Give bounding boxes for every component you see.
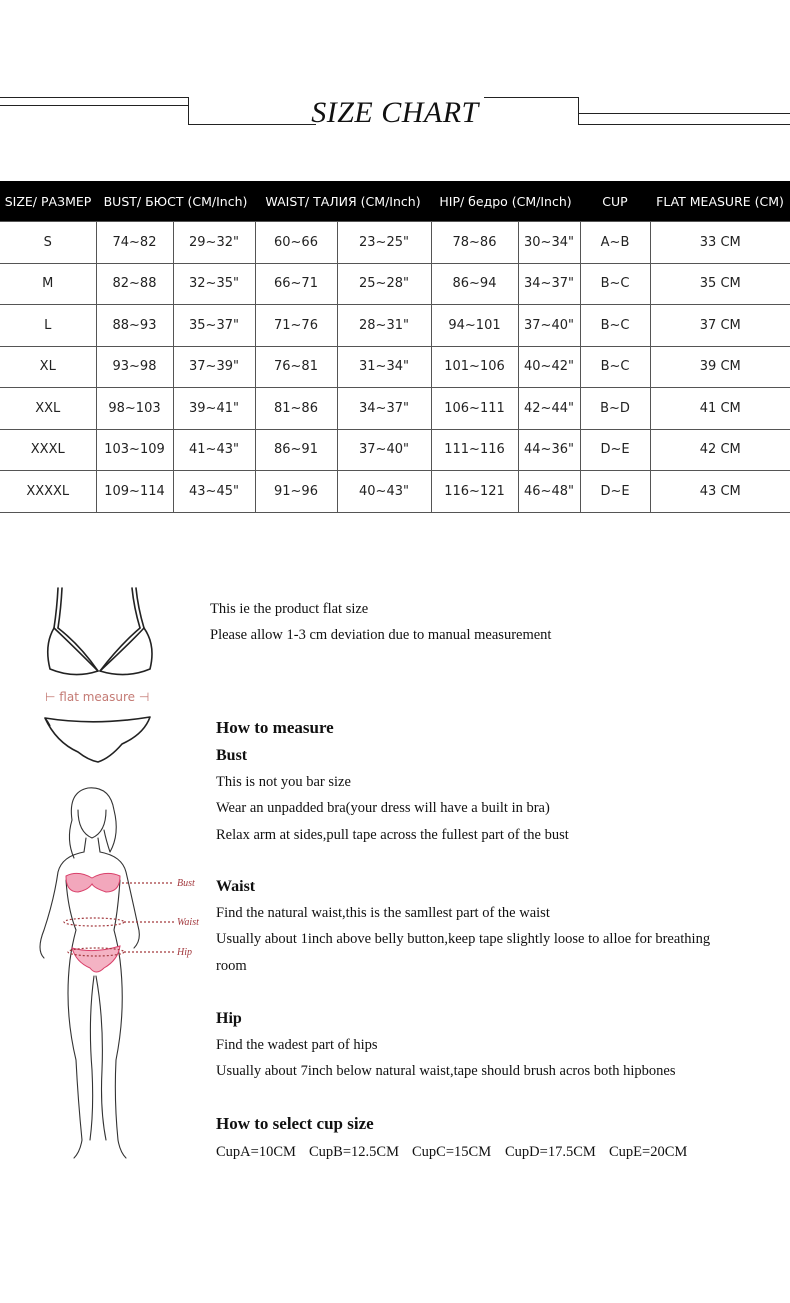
waist-figure-label: Waist — [177, 917, 199, 928]
cell-waist-inch: 28~31" — [337, 305, 431, 347]
cell-waist-cm: 66~71 — [255, 263, 337, 305]
cup-size-d: CupD=17.5CM — [505, 1144, 596, 1160]
cell-flat-measure: 37 CM — [650, 305, 790, 347]
cell-hip-inch: 44~36" — [518, 429, 580, 471]
flat-note-line-1: This ie the product flat size — [210, 601, 369, 617]
flat-note-line-2: Please allow 1-3 cm deviation due to manual measurement — [210, 627, 552, 643]
bottom-shape — [72, 946, 120, 972]
cup-size-b: CupB=12.5CM — [309, 1144, 399, 1160]
cell-hip-inch: 42~44" — [518, 388, 580, 430]
cell-hip-inch: 46~48" — [518, 471, 580, 513]
body-measurement-figure — [22, 780, 212, 1175]
table-row — [0, 305, 790, 347]
cell-size: M — [0, 263, 96, 305]
cup-size-a: CupA=10CM — [216, 1144, 296, 1160]
bikini-top-icon — [40, 583, 170, 683]
cell-size: S — [0, 222, 96, 264]
cell-flat-measure: 43 CM — [650, 471, 790, 513]
cell-size: XXL — [0, 388, 96, 430]
cell-bust-cm: 109~114 — [96, 471, 173, 513]
cell-flat-measure: 39 CM — [650, 346, 790, 388]
cell-flat-measure: 42 CM — [650, 429, 790, 471]
cell-hip-cm: 116~121 — [431, 471, 518, 513]
table-row — [0, 471, 790, 513]
cell-waist-inch: 31~34" — [337, 346, 431, 388]
cell-hip-cm: 78~86 — [431, 222, 518, 264]
waist-line-3: room — [216, 958, 247, 974]
cell-size: XXXXL — [0, 471, 96, 513]
cell-bust-inch: 43~45" — [173, 471, 255, 513]
cell-bust-cm: 82~88 — [96, 263, 173, 305]
cell-flat-measure: 35 CM — [650, 263, 790, 305]
cell-bust-cm: 88~93 — [96, 305, 173, 347]
cell-size: XL — [0, 346, 96, 388]
cell-cup: B~D — [580, 388, 650, 430]
header-hip: HIP/ бедро (CM/Inch) — [431, 181, 580, 222]
cell-waist-cm: 91~96 — [255, 471, 337, 513]
cup-size-c: CupC=15CM — [412, 1144, 492, 1160]
cell-cup: A~B — [580, 222, 650, 264]
cup-size-e: CupE=20CM — [609, 1144, 688, 1160]
cell-hip-inch: 34~37" — [518, 263, 580, 305]
cell-waist-cm: 81~86 — [255, 388, 337, 430]
hip-line-1: Find the wadest part of hips — [216, 1037, 378, 1053]
cell-flat-measure: 41 CM — [650, 388, 790, 430]
bikini-bottom-icon — [40, 712, 155, 767]
cup-size-heading: How to select cup size — [216, 1114, 374, 1133]
hip-figure-label: Hip — [177, 947, 192, 958]
cell-cup: B~C — [580, 346, 650, 388]
cell-hip-inch: 40~42" — [518, 346, 580, 388]
header-cup: CUP — [580, 181, 650, 222]
bust-line-1: This is not you bar size — [216, 774, 351, 790]
cell-hip-inch: 30~34" — [518, 222, 580, 264]
header-waist: WAIST/ ТАЛИЯ (CM/Inch) — [255, 181, 431, 222]
waist-line-1: Find the natural waist,this is the samllest part of the waist — [216, 905, 550, 921]
bra-shape — [66, 873, 120, 892]
page-title: SIZE CHART — [311, 96, 479, 129]
cell-bust-inch: 32~35" — [173, 263, 255, 305]
bust-line-3: Relax arm at sides,pull tape across the fullest part of the bust — [216, 827, 569, 843]
cell-hip-cm: 101~106 — [431, 346, 518, 388]
cell-cup: D~E — [580, 471, 650, 513]
waist-heading: Waist — [216, 878, 256, 895]
size-table — [0, 181, 790, 513]
cell-bust-cm: 98~103 — [96, 388, 173, 430]
cell-bust-cm: 93~98 — [96, 346, 173, 388]
flat-measure-label — [45, 690, 149, 704]
flat-measure-arrow-left: ⊢ — [45, 690, 60, 704]
cell-hip-cm: 94~101 — [431, 305, 518, 347]
flat-measure-text: flat measure — [59, 690, 136, 704]
cell-waist-inch: 34~37" — [337, 388, 431, 430]
header-flat-measure: FLAT MEASURE (CM) — [650, 181, 790, 222]
hip-line-2: Usually about 7inch below natural waist,tape should brush acros both hipbones — [216, 1063, 676, 1079]
table-header-row — [0, 181, 790, 222]
cell-bust-cm: 103~109 — [96, 429, 173, 471]
waist-line-2: Usually about 1inch above belly button,keep tape slightly loose to alloe for breathing — [216, 931, 711, 947]
cell-bust-inch: 35~37" — [173, 305, 255, 347]
table-row — [0, 346, 790, 388]
cell-waist-cm: 71~76 — [255, 305, 337, 347]
cell-bust-inch: 37~39" — [173, 346, 255, 388]
cell-hip-cm: 86~94 — [431, 263, 518, 305]
cell-flat-measure: 33 CM — [650, 222, 790, 264]
hip-heading: Hip — [216, 1010, 242, 1027]
cell-hip-cm: 106~111 — [431, 388, 518, 430]
cell-waist-inch: 40~43" — [337, 471, 431, 513]
cell-size: XXXL — [0, 429, 96, 471]
cell-cup: B~C — [580, 305, 650, 347]
bust-heading: Bust — [216, 747, 248, 764]
cell-bust-inch: 39~41" — [173, 388, 255, 430]
table-row — [0, 388, 790, 430]
table-row — [0, 222, 790, 264]
cell-cup: B~C — [580, 263, 650, 305]
bust-figure-label: Bust — [177, 878, 195, 889]
cell-waist-inch: 23~25" — [337, 222, 431, 264]
cell-waist-cm: 76~81 — [255, 346, 337, 388]
header-bust: BUST/ БЮСТ (CM/Inch) — [96, 181, 255, 222]
cell-waist-cm: 60~66 — [255, 222, 337, 264]
cell-waist-cm: 86~91 — [255, 429, 337, 471]
flat-measure-arrow-right: ⊣ — [135, 690, 150, 704]
bust-line-2: Wear an unpadded bra(your dress will have a built in bra) — [216, 800, 550, 816]
cell-hip-inch: 37~40" — [518, 305, 580, 347]
how-to-measure-heading: How to measure — [216, 718, 334, 737]
cell-waist-inch: 37~40" — [337, 429, 431, 471]
cell-hip-cm: 111~116 — [431, 429, 518, 471]
table-row — [0, 263, 790, 305]
cell-bust-cm: 74~82 — [96, 222, 173, 264]
cell-bust-inch: 29~32" — [173, 222, 255, 264]
header-size: SIZE/ РАЗМЕР — [0, 181, 96, 222]
table-row — [0, 429, 790, 471]
cell-bust-inch: 41~43" — [173, 429, 255, 471]
cell-waist-inch: 25~28" — [337, 263, 431, 305]
cell-size: L — [0, 305, 96, 347]
cell-cup: D~E — [580, 429, 650, 471]
